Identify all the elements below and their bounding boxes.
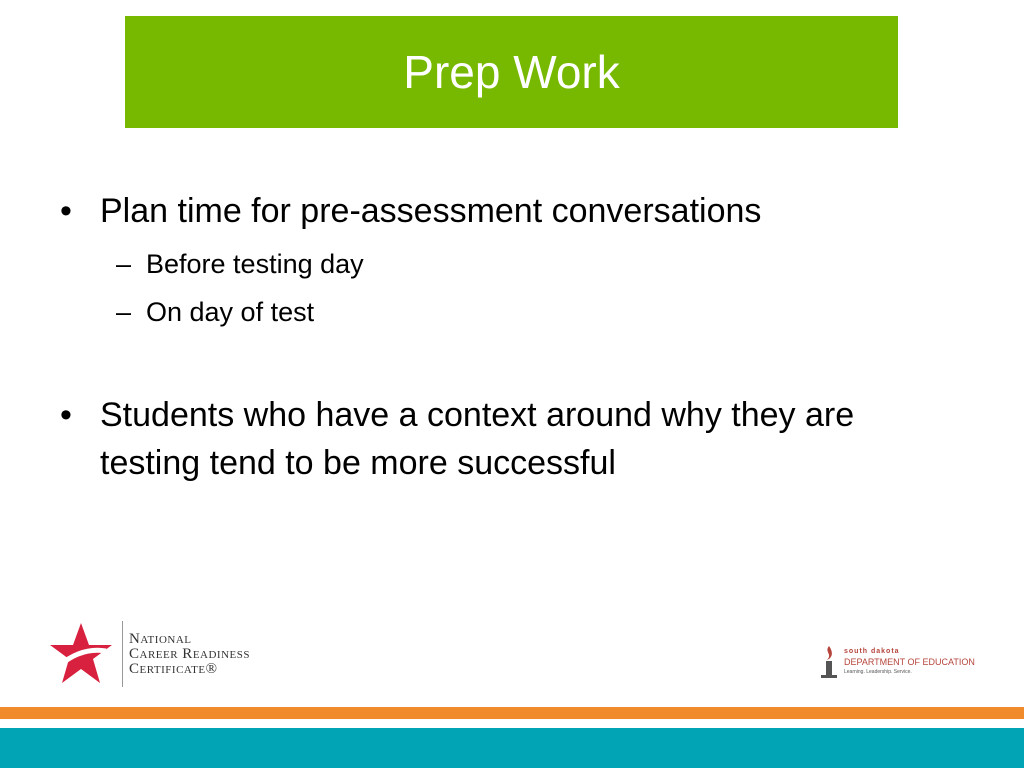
sub-bullet-item-1 [116,247,364,281]
bullet-glyph: • [60,396,72,434]
bullet-text: Plan time for pre-assessment conversations [100,192,762,230]
ncrc-logo [48,618,308,690]
slide-title: Prep Work [403,46,620,98]
star-icon [48,621,114,687]
logo-divider [122,621,123,687]
bullet-text: Students who have a context around why they are testing tend to be more successful [100,396,855,482]
ncrc-wordmark [129,632,250,677]
sd-doe-tagline: Learning. Leadership. Service. [844,669,912,675]
footer-stripe-teal [0,728,1024,768]
slide-title-bar [125,16,898,128]
sd-doe-line-1: south dakota [844,648,900,655]
sd-doe-logo [818,642,978,682]
ncrc-line-2: Career Readiness [129,645,250,662]
sub-bullet-glyph: – [116,249,132,279]
sub-bullet-glyph: – [116,297,132,327]
sub-bullet-text: Before testing day [146,249,364,279]
sd-doe-wordmark [844,647,975,677]
sub-bullet-text: On day of test [146,297,315,327]
bullet-glyph: • [60,192,72,230]
footer-stripe-gap [0,719,1024,728]
sub-bullet-item-2 [116,295,314,329]
torch-icon [818,644,840,680]
bullet-item-1 [60,187,940,235]
footer-stripe-orange [0,707,1024,719]
bullet-item-2 [60,391,940,487]
sd-doe-line-2: DEPARTMENT OF EDUCATION [844,657,975,667]
ncrc-line-3: Certificate® [129,660,218,677]
ncrc-line-1: National [129,630,192,647]
